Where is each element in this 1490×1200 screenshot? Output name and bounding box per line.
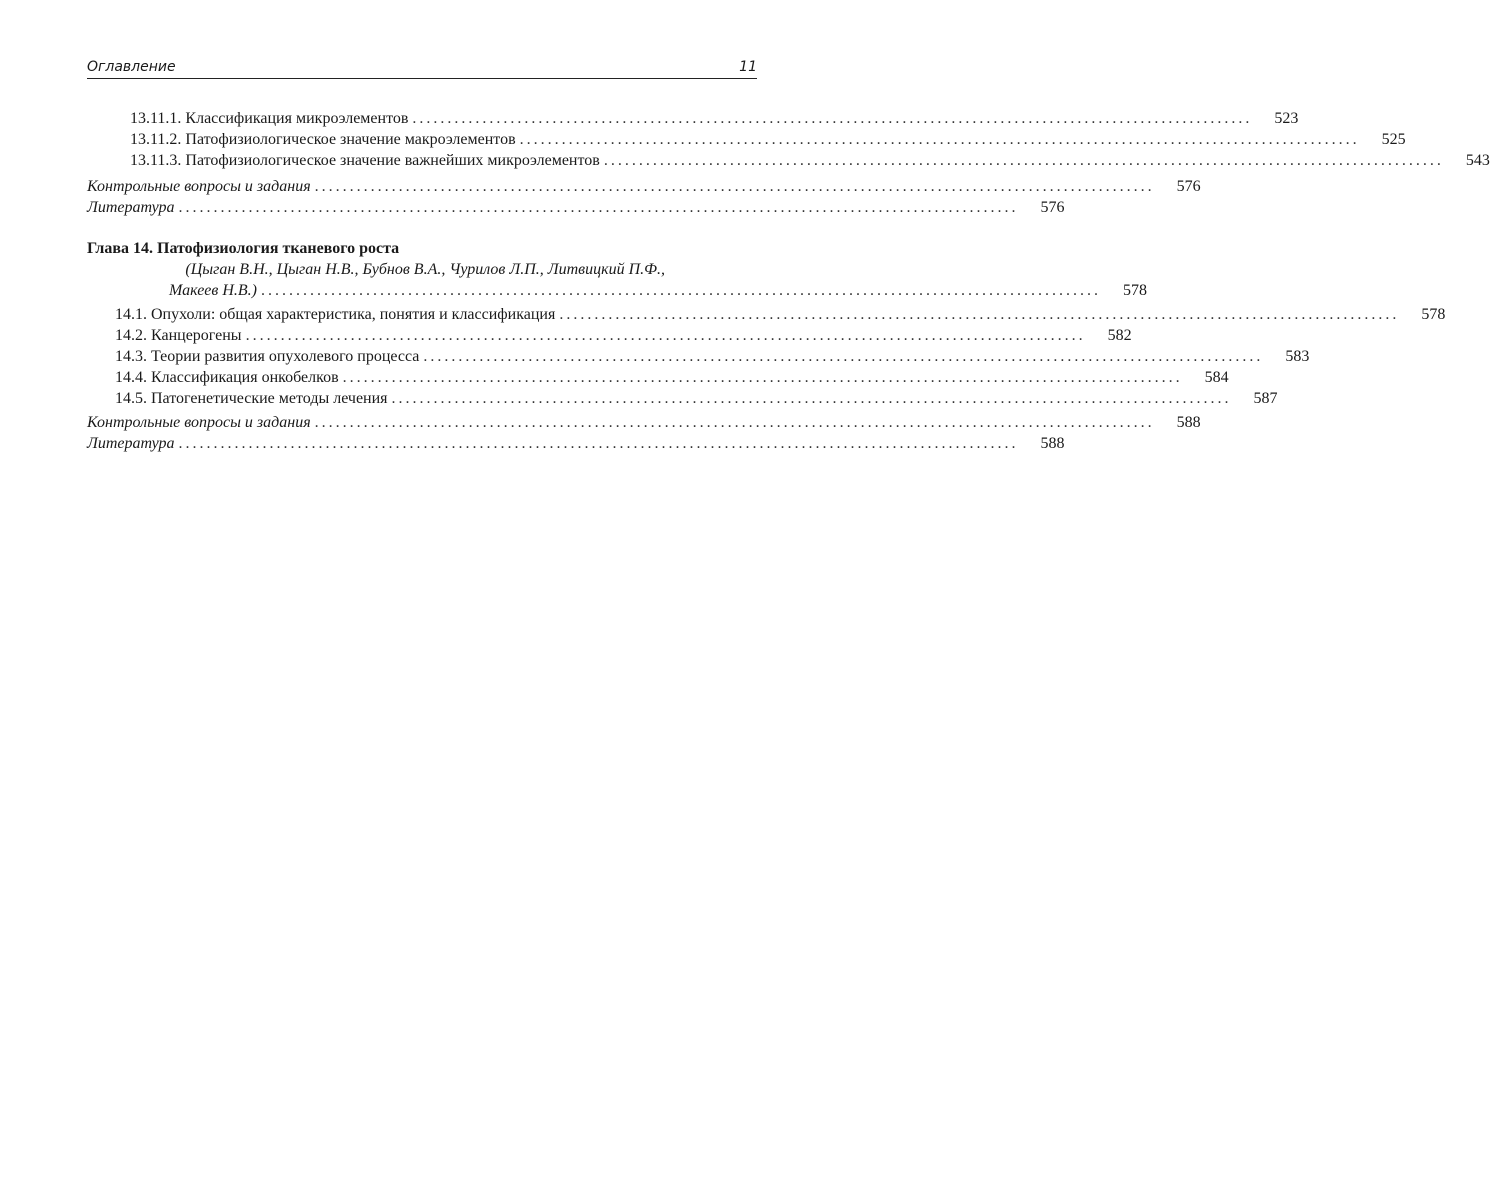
- toc-entry-title: Литература: [87, 435, 175, 452]
- running-header-page-number: 11: [739, 59, 757, 75]
- leader-dots: ........................................................................................................................: [391, 390, 1232, 407]
- toc-entry: [87, 367, 1229, 388]
- toc-entry-title: 13.11.3. Патофизиологическое значение важнейших микроэлементов: [130, 152, 600, 169]
- leader-dots: ........................................................................................................................: [245, 327, 1086, 344]
- toc-entry-page: 588: [1040, 435, 1065, 452]
- leader-dots: ........................................................................................................................: [412, 110, 1253, 127]
- toc-entry-title: Контрольные вопросы и задания: [87, 414, 311, 431]
- leader-dots: ........................................................................................................................: [559, 306, 1400, 323]
- toc-entry-page: 583: [1285, 348, 1310, 365]
- toc-entry-title: Контрольные вопросы и задания: [87, 178, 311, 195]
- toc-entry: [87, 108, 1299, 129]
- toc-entry-title: 14.3. Теории развития опухолевого процесса: [115, 348, 420, 365]
- leader-dots: ........................................................................................................................: [178, 199, 1019, 216]
- toc-entry-title: 13.11.1. Классификация микроэлементов: [130, 110, 409, 127]
- toc-entry-page: 582: [1107, 327, 1132, 344]
- toc-entry: [87, 388, 1278, 409]
- toc-entry-page: 584: [1204, 369, 1229, 386]
- chapter-authors-line: (Цыган В.Н., Цыган Н.В., Бубнов В.А., Чурилов Л.П., Литвицкий П.Ф.,: [185, 261, 665, 278]
- toc-entry-page: 588: [1176, 414, 1201, 431]
- toc-entry-page: 576: [1040, 199, 1065, 216]
- running-header: [87, 58, 757, 79]
- toc-entry-page: 525: [1381, 131, 1406, 148]
- leader-dots: ........................................................................................................................: [178, 435, 1019, 452]
- leader-dots: ........................................................................................................................: [261, 282, 1101, 299]
- toc-entry-page: 523: [1274, 110, 1299, 127]
- toc-entry-title: 14.2. Канцерогены: [115, 327, 242, 344]
- leader-dots: ........................................................................................................................: [314, 178, 1155, 195]
- toc-entry-page: 543: [1465, 152, 1490, 169]
- chapter-heading: Глава 14. Патофизиология тканевого роста: [87, 240, 400, 257]
- toc-entry-review-questions: [87, 176, 1201, 197]
- running-header-title: Оглавление: [87, 59, 176, 75]
- toc-entry-title: 13.11.2. Патофизиологическое значение макроэлементов: [130, 131, 516, 148]
- toc-entry-title: Макеев Н.В.): [169, 282, 257, 299]
- toc-entry: [87, 325, 1132, 346]
- toc-entry-page: 578: [1421, 306, 1446, 323]
- leader-dots: ........................................................................................................................: [423, 348, 1264, 365]
- toc-entry-review-questions: [87, 412, 1201, 433]
- toc-entry: [87, 129, 1406, 150]
- toc-entry-title: 14.4. Классификация онкобелков: [115, 369, 339, 386]
- leader-dots: ........................................................................................................................: [342, 369, 1183, 386]
- leader-dots: ........................................................................................................................: [314, 414, 1155, 431]
- toc-entry-page: 587: [1253, 390, 1278, 407]
- leader-dots: ........................................................................................................................: [519, 131, 1360, 148]
- toc-entry-title: 14.5. Патогенетические методы лечения: [115, 390, 388, 407]
- leader-dots: ........................................................................................................................: [603, 152, 1444, 169]
- toc-entry-title: 14.1. Опухоли: общая характеристика, понятия и классификация: [115, 306, 556, 323]
- toc-entry-title: Литература: [87, 199, 175, 216]
- toc-entry: [87, 346, 1310, 367]
- toc-entry: [87, 304, 1446, 325]
- toc-entry-page: 578: [1123, 282, 1147, 299]
- toc-entry: [87, 150, 1490, 171]
- toc-entry-authors: [87, 280, 1147, 301]
- toc-entry-page: 576: [1176, 178, 1201, 195]
- toc-entry-literature: [87, 433, 1065, 454]
- toc-entry-literature: [87, 197, 1065, 218]
